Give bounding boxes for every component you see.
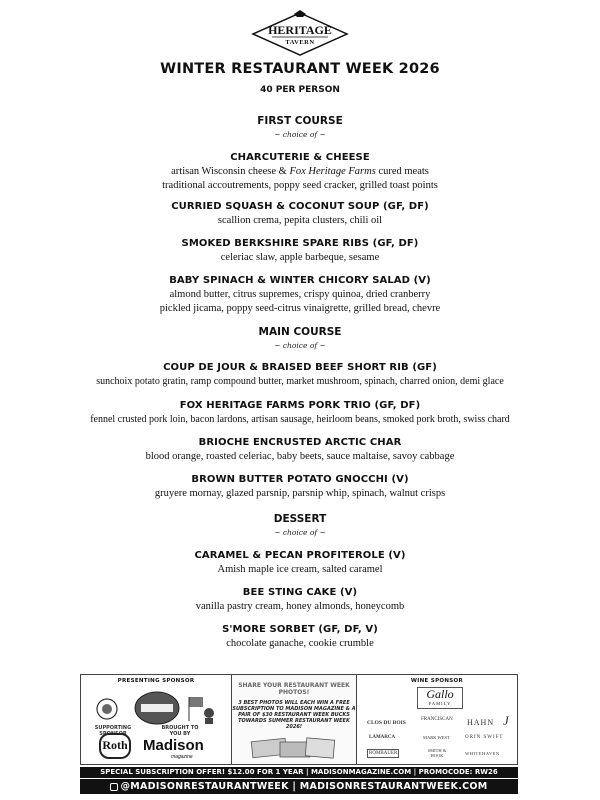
photo-contest-panel	[232, 674, 356, 765]
brand-whitehaven: WHITEHAVEN	[465, 751, 500, 756]
heritage-tavern-logo	[250, 10, 350, 60]
dish-description: fennel crusted pork loin, bacon lardons, artisan sausage, heirloom beans, smoked pork broth, swiss chard	[90, 414, 510, 425]
brand-mark-west: MARK WEST	[423, 735, 450, 740]
share-photos-heading: SHARE YOUR RESTAURANT WEEK PHOTOS!	[238, 682, 350, 696]
dish-item	[0, 238, 600, 265]
dish-item	[0, 275, 600, 315]
brand-orin-swift: ORIN SWIFT	[465, 735, 504, 740]
dish-description-2: pickled jicama, poppy seed-citrus vinaigrette, grilled bread, chevre	[159, 302, 441, 314]
course-title: MAIN COURSE	[258, 326, 342, 338]
presenting-sponsor-panel	[80, 674, 232, 765]
dish-name: BROWN BUTTER POTATO GNOCCHI (V)	[191, 474, 409, 485]
dish-item	[0, 550, 600, 577]
restaurant-week-bucks-icon	[250, 737, 338, 761]
dish-description: blood orange, roasted celeriac, baby beets, sauce maltaise, savoy cabbage	[145, 451, 455, 462]
dish-description: celeriac slaw, apple barbeque, sesame	[220, 252, 380, 263]
wine-sponsor-label: WINE SPONSOR	[410, 678, 464, 684]
share-photos-body: 3 BEST PHOTOS WILL EACH WIN A FREE SUBSCRIPTION TO MADISON MAGAZINE & A PAIR OF $30 RESTAURANT WEEK BUCKS TOWARDS SUMMER RESTAURANT WEEK 2026!	[232, 700, 356, 730]
dish-description: chocolate ganache, cookie crumble	[226, 638, 374, 649]
gallo-logo	[417, 687, 463, 709]
dish-description: sunchoix potato gratin, ramp compound butter, market mushroom, spinach, charred onion, demi glace	[96, 376, 504, 387]
dish-item	[0, 152, 600, 192]
dish-description: almond butter, citrus supremes, crispy quinoa, dried cranberry	[169, 289, 431, 300]
choice-note: ~ choice of ~	[274, 130, 326, 139]
course-heading-main	[0, 326, 600, 350]
choice-note: ~ choice of ~	[274, 341, 326, 350]
madison-logo: Madison	[143, 737, 204, 754]
dish-description: Amish maple ice cream, salted caramel	[217, 564, 383, 575]
course-heading-dessert	[0, 513, 600, 537]
price-subtitle: 40 PER PERSON	[260, 85, 340, 95]
dish-description: gruyere mornay, glazed parsnip, parsnip whip, spinach, walnut crisps	[154, 488, 446, 499]
instagram-icon	[110, 783, 118, 791]
dish-name: CHARCUTERIE & CHEESE	[230, 152, 370, 163]
social-bar	[80, 779, 518, 794]
social-text: @MADISONRESTAURANTWEEK | MADISONRESTAURANTWEEK.COM	[120, 781, 488, 792]
dish-description: vanilla pastry cream, honey almonds, honeycomb	[195, 601, 405, 612]
page-title: WINTER RESTAURANT WEEK 2026	[160, 61, 440, 77]
dish-name: COUP DE JOUR & BRAISED BEEF SHORT RIB (GF)	[163, 362, 437, 373]
dish-description-2: traditional accoutrements, poppy seed cracker, grilled toast points	[162, 179, 438, 191]
course-title: DESSERT	[273, 513, 327, 525]
dish-item	[0, 437, 600, 464]
logo-line1: HERITAGE	[268, 23, 332, 37]
roth-logo: Roth	[99, 733, 131, 759]
promo-bar: SPECIAL SUBSCRIPTION OFFER! $12.00 FOR 1 YEAR | MADISONMAGAZINE.COM | PROMOCODE: RW26	[80, 767, 518, 778]
dish-item	[0, 587, 600, 614]
dish-name: SMOKED BERKSHIRE SPARE RIBS (GF, DF)	[181, 238, 419, 249]
gallo-logo-text: Gallo	[426, 687, 454, 701]
presenting-sponsor-label: PRESENTING SPONSOR	[117, 678, 195, 684]
brought-to-you-label: BROUGHT TO YOU BY	[161, 725, 199, 737]
dish-name: BEE STING CAKE (V)	[242, 587, 358, 598]
dish-name: S'MORE SORBET (GF, DF, V)	[222, 624, 378, 635]
wine-sponsor-panel	[356, 674, 518, 765]
dish-item	[0, 362, 600, 389]
brand-j-mark: J	[503, 713, 509, 728]
course-title: FIRST COURSE	[257, 115, 343, 127]
dish-item	[0, 201, 600, 228]
dish-item	[0, 624, 600, 651]
course-heading-first	[0, 115, 600, 139]
dish-name: CURRIED SQUASH & COCONUT SOUP (GF, DF)	[171, 201, 429, 212]
choice-note: ~ choice of ~	[274, 528, 326, 537]
brand-clos-du-bois: CLOS DU BOIS	[367, 720, 406, 726]
supporting-sponsor-label: SUPPORTING SPONSOR	[94, 725, 132, 737]
dish-name: CARAMEL & PECAN PROFITEROLE (V)	[194, 550, 406, 561]
brand-franciscan: FRANCISCAN	[421, 717, 453, 722]
dish-item	[0, 400, 600, 427]
sponsor-badges-icon	[89, 687, 225, 727]
brand-hahn: HAHN	[467, 718, 495, 727]
dish-name: BRIOCHE ENCRUSTED ARCTIC CHAR	[198, 437, 402, 448]
madison-logo-sub: magazine	[171, 754, 193, 760]
brand-smith-hook: SMITH & HOOK	[427, 748, 447, 758]
brand-rombauer: ROMBAUER	[369, 751, 398, 756]
dish-description: scallion crema, pepita clusters, chili oil	[217, 215, 383, 226]
dish-name: BABY SPINACH & WINTER CHICORY SALAD (V)	[169, 275, 431, 286]
logo-line2: TAVERN	[285, 39, 315, 46]
gallo-logo-sub: FAMILY	[428, 701, 452, 706]
brand-lamarca: LAMARCA	[369, 735, 396, 740]
dish-name: FOX HERITAGE FARMS PORK TRIO (GF, DF)	[179, 400, 421, 411]
dish-description: artisan Wisconsin cheese & Fox Heritage Farms cured meats	[171, 166, 429, 177]
dish-item	[0, 474, 600, 501]
